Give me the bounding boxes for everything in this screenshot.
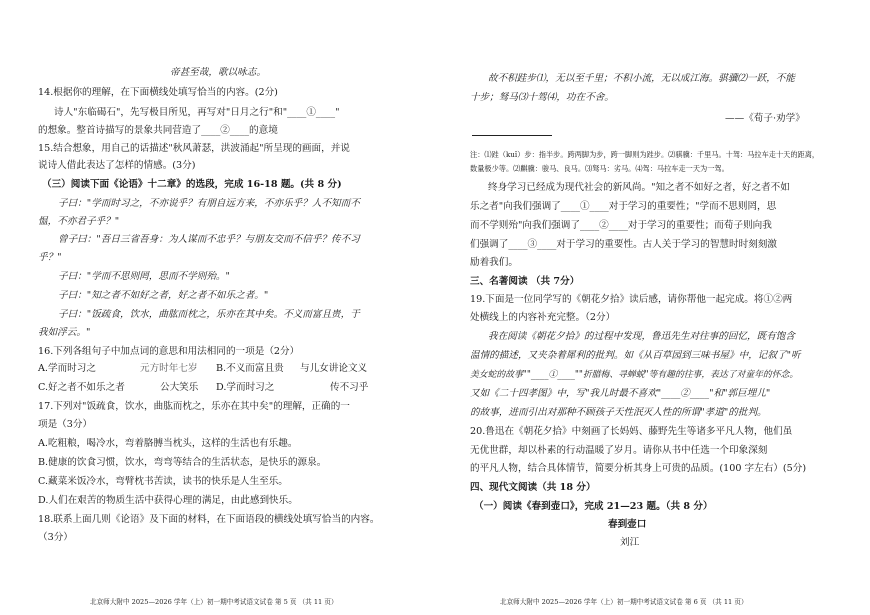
- left-page-footer: 北京师大附中 2025—2026 学年（上）初一期中考试语文试卷 第 5 页 （共 11 页）: [90, 597, 338, 606]
- right-page: [450, 0, 870, 615]
- analects-1-cont: 愠，不亦君子乎？": [38, 216, 120, 227]
- question-20: 20.鲁迅在《朝花夕拾》中刻画了长妈妈、藤野先生等诸多平凡人物，他们虽: [470, 426, 793, 437]
- essay-line-1: 我在阅读《朝花夕拾》的过程中发现，鲁迅先生对往事的回忆，既有饱含: [488, 331, 795, 342]
- notes-divider: [472, 135, 552, 136]
- passage-line-5: 励着我们。: [470, 257, 518, 268]
- poem-last-line: 帝甚至哉，歌以咏志。: [170, 67, 266, 78]
- analects-3: 子曰："学而不思则罔，思而不学则殆。": [58, 271, 230, 282]
- q17-option-c: C.藏菜米饭冷水，弯臂枕书苦读，读书的快乐是人生至乐。: [38, 476, 288, 487]
- analects-1: 子曰："学而时习之，不亦说乎？有朋自远方来，不亦乐乎？人不知而不: [58, 198, 360, 209]
- question-18-cont: （3分）: [38, 532, 73, 543]
- xunzi-source: ——《荀子·劝学》: [725, 113, 805, 124]
- question-16: 16.下列各组句子中加点词的意思和用法相同的一项是（2分）: [38, 346, 300, 357]
- section-3-heading-right: 三、名著阅读 （共 7分）: [470, 276, 580, 287]
- notes-line-1: 注：⑴跬（kuǐ）步：指半步。跨两脚为步，跨一脚则为跬步。⑵骐骥：千里马。十驾：马拉车走十天的距离，: [470, 150, 820, 159]
- passage-line-4: 们强调了____③____对于学习的重要性。古人关于学习的智慧时时刻刻激: [470, 239, 777, 250]
- section-4-heading: 四、现代文阅读（共 18 分）: [470, 482, 596, 493]
- essay-line-5: 的故事，进而引出对那种不顾孩子天性泯灭人性的所谓"孝道"的批判。: [470, 407, 767, 418]
- question-15: 15.结合想象，用自己的话描述"秋风萧瑟，洪波涌起"所呈现的画面，并说: [38, 143, 350, 154]
- question-20-cont: 无优世群，却以朴素的行动温暖了岁月。请你从书中任选一个印象深刻: [470, 445, 768, 456]
- q16-option-c-pair: 公大笑乐: [160, 382, 199, 393]
- essay-line-4: 又如《二十四孝图》中，写"我儿时最不喜欢"____②____"和"郭巨埋儿": [470, 388, 771, 399]
- analects-2: 曾子曰："吾日三省吾身：为人谋而不忠乎？与朋友交而不信乎？传不习: [58, 234, 360, 245]
- article-author: 刘江: [620, 537, 640, 548]
- q16-option-d: D.学而时习之: [216, 382, 275, 393]
- analects-5-cont: 我如浮云。": [38, 327, 91, 338]
- analects-2-cont: 乎？": [38, 252, 62, 263]
- question-14-text-2: 的想象。整首诗描写的景象共同营造了____②____的意境: [38, 125, 278, 136]
- passage-line-2: 乐之者"向我们强调了____①____对于学习的重要性；"学而不思则罔，思: [470, 201, 777, 212]
- question-14: 14.根据你的理解，在下面横线处填写恰当的内容。(2分): [38, 87, 278, 98]
- q17-option-a: A.吃粗粮，喝冷水，弯着胳膊当枕头，这样的生活也有乐趣。: [38, 438, 298, 449]
- q16-option-b: B.不义而富且贵: [216, 363, 284, 374]
- passage-line-3: 而不学则殆"向我们强调了____②____对于学习的重要性；而荀子则向我: [470, 220, 772, 231]
- xunzi-text-2: 十步；驽马⑶十驾⑷，功在不舍。: [470, 92, 614, 103]
- question-15-text: 说诗人借此表达了怎样的情感。(3分): [38, 160, 196, 171]
- q16-option-c: C.好之者不如乐之者: [38, 382, 125, 393]
- xunzi-text-1: 故不积跬步⑴，无以至千里；不积小流，无以成江海。骐骥⑵一跃，不能: [488, 73, 795, 84]
- essay-line-2: 温情的描述，又夹杂着犀利的批判。如《从百草园到三味书屋》中，记叙了"听: [470, 350, 801, 361]
- section-3-heading: （三）阅读下面《论语》十二章》的选段，完成 16-18 题。(共 8 分): [42, 179, 342, 190]
- q17-option-b: B.健康的饮食习惯，饮水，弯弯等结合的生活状态，是快乐的源泉。: [38, 457, 327, 468]
- q16-option-b-pair: 与儿女讲论文义: [300, 363, 368, 374]
- left-page: [0, 0, 420, 615]
- question-19-cont: 处横线上的内容补充完整。（2分）: [470, 312, 616, 323]
- analects-4: 子曰："知之者不如好之者，好之者不如乐之者。": [58, 290, 269, 301]
- passage-line-1: 终身学习已经成为现代社会的新风尚。"知之者不如好之者，好之者不如: [488, 182, 790, 193]
- article-title: 春到壶口: [608, 519, 647, 530]
- right-page-footer: 北京师大附中 2025—2026 学年（上）初一期中考试语文试卷 第 6 页 （共 11 页）: [500, 597, 748, 606]
- question-17: 17.下列对"饭疏食，饮水，曲肱而枕之，乐亦在其中矣"的理解，正确的一: [38, 401, 350, 412]
- question-20-cont-2: 的平凡人物，结合具体情节，简要分析其身上可贵的品质。(100 字左右）(5分): [470, 463, 807, 474]
- q16-option-a-pair: 元方时年七岁: [140, 363, 198, 374]
- notes-line-2: 数量极少等。⑵麒骥：骏马、良马。⑶驽马：劣马。⑷驾：马拉车走一天为一驾。: [470, 164, 729, 173]
- q17-option-d: D.人们在艰苦的物质生活中获得心理的满足，由此感到快乐。: [38, 495, 298, 506]
- q16-option-a: A.学而时习之: [38, 363, 96, 374]
- question-14-text: 诗人"东临碣石"，先写极目所见，再写对"日月之行"和"____①____": [54, 107, 340, 118]
- q16-option-d-pair: 传不习乎: [330, 382, 369, 393]
- analects-5: 子曰："饭疏食，饮水，曲肱而枕之，乐亦在其中矣。不义而富且贵，于: [58, 309, 360, 320]
- question-17-cont: 项是（3分）: [38, 419, 93, 430]
- essay-line-3: 美女蛇的故事""____①____""折腊梅、寻蝉蜕"等有趣的往事，表达了对童年的怀念。: [470, 370, 799, 380]
- subsection-1-heading: （一）阅读《春到壶口》，完成 21—23 题。（共 8 分）: [474, 501, 713, 512]
- question-19: 19.下面是一位同学写的《朝花夕拾》读后感，请你帮他一起完成。将①②两: [470, 294, 793, 305]
- question-18: 18.联系上面几则《论语》及下面的材料，在下面语段的横线处填写恰当的内容。: [38, 514, 380, 525]
